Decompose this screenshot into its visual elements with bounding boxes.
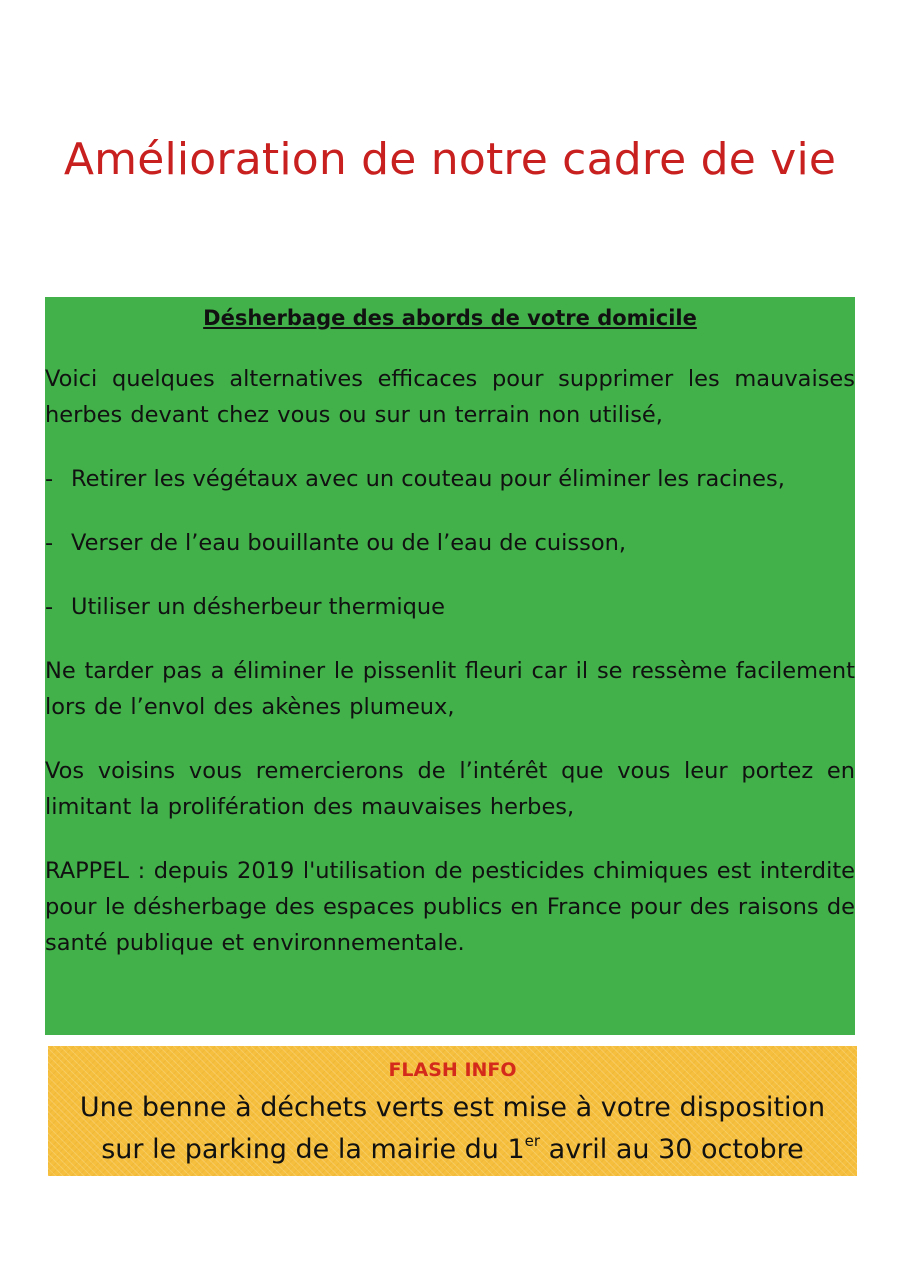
flash-info-label: FLASH INFO xyxy=(388,1059,517,1081)
bullet-marker: - xyxy=(45,594,54,620)
bullet-text: Utiliser un désherbeur thermique xyxy=(71,594,446,620)
bullet-item-2 xyxy=(45,525,855,561)
bullet-item-3 xyxy=(45,589,855,625)
bullet-item-1 xyxy=(45,461,855,497)
weeding-heading: Désherbage des abords de votre domicile xyxy=(203,306,697,330)
bullet-text: Retirer les végétaux avec un couteau pour éliminer les racines, xyxy=(71,466,785,492)
flash-line2-start: sur le parking de la mairie du 1 xyxy=(101,1134,525,1165)
dandelion-paragraph: Ne tarder pas a éliminer le pissenlit fleuri car il se ressème facilement lors de l’envol des akènes plumeux, xyxy=(45,658,855,720)
ordinal-superscript: er xyxy=(524,1132,541,1150)
page-title: Amélioration de notre cadre de vie xyxy=(63,134,837,185)
weeding-info-box xyxy=(45,297,855,1035)
flash-info-line-2 xyxy=(48,1130,857,1170)
bullet-marker: - xyxy=(45,466,54,492)
neighbors-paragraph: Vos voisins vous remercierons de l’intérêt que vous leur portez en limitant la prolifération des mauvaises herbes, xyxy=(45,758,855,820)
flash-info-box xyxy=(48,1046,857,1176)
flash-info-line-1: Une benne à déchets verts est mise à votre disposition xyxy=(79,1092,826,1123)
bullet-text: Verser de l’eau bouillante ou de l’eau de cuisson, xyxy=(71,530,627,556)
flash-line2-end: avril au 30 octobre xyxy=(540,1134,804,1165)
weeding-intro: Voici quelques alternatives efficaces pour supprimer les mauvaises herbes devant chez vous ou sur un terrain non utilisé, xyxy=(45,366,855,428)
bullet-marker: - xyxy=(45,530,54,556)
reminder-paragraph: RAPPEL : depuis 2019 l'utilisation de pesticides chimiques est interdite pour le désherbage des espaces publics en France pour des raisons de santé publique et environnementale. xyxy=(45,858,855,956)
